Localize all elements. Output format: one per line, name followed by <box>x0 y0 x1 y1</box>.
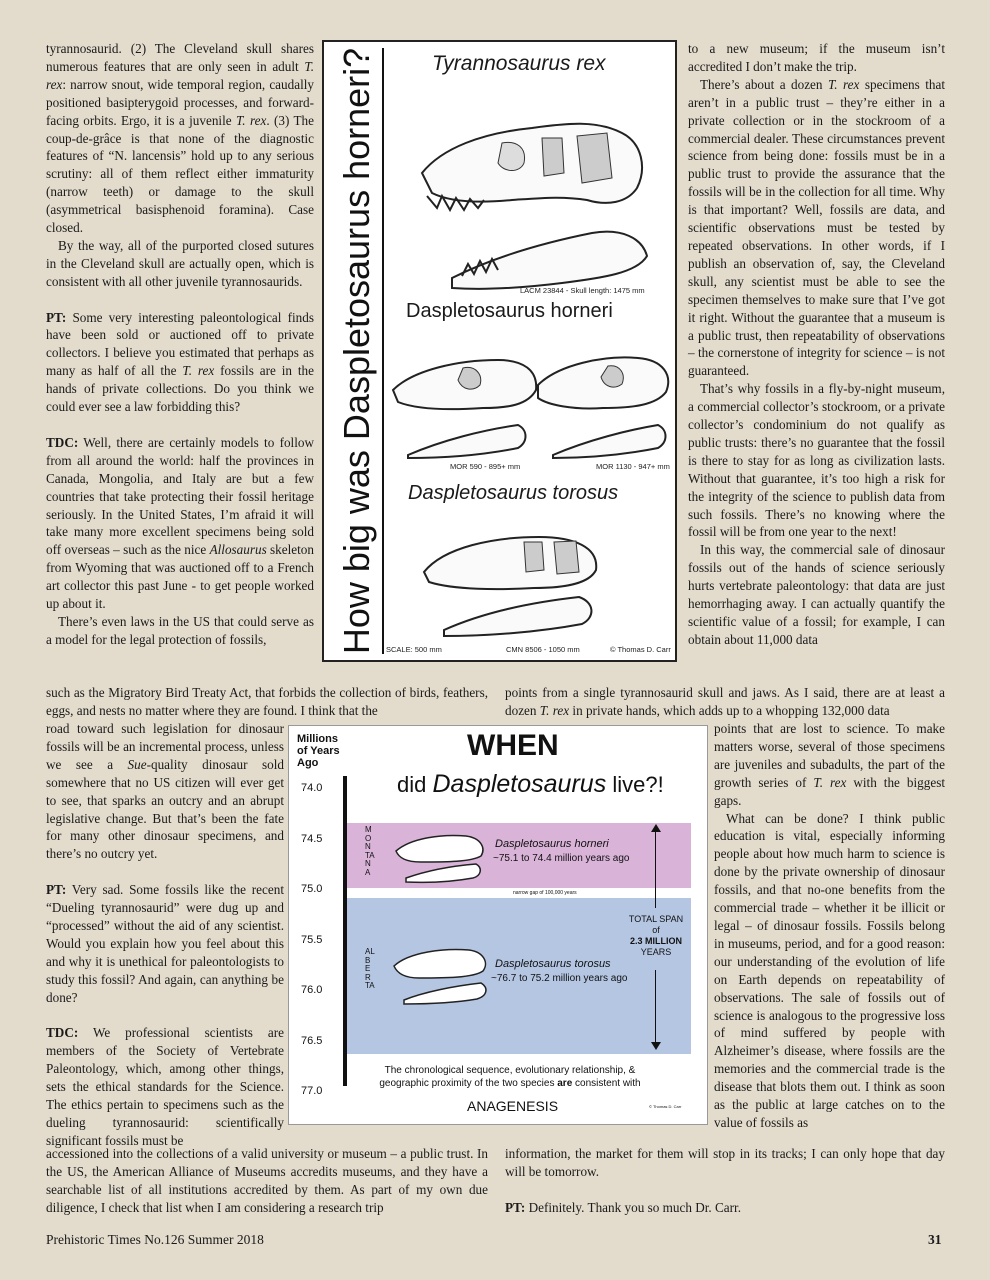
span-arrow-bottom <box>655 970 656 1044</box>
paragraph: points that are lost to science. To make matters worse, several of those specimens are juveniles and subadults, the part of the growth series of T. rex with the biggest gaps. <box>714 721 945 808</box>
title-did: did <box>397 772 427 797</box>
left-column-upper <box>46 40 314 649</box>
left-column-lower <box>46 720 284 1150</box>
trex-skull-illustration <box>392 78 672 316</box>
arrow-up <box>651 824 661 832</box>
torosus-label: Daspletosaurus torosus <box>408 482 619 504</box>
figure-vertical-title <box>332 47 382 655</box>
total-span-label <box>617 914 695 958</box>
torosus-range: ~76.7 to 75.2 million years ago <box>491 973 628 984</box>
tick-label: 75.5 <box>301 933 323 946</box>
divider <box>382 48 384 654</box>
tick-label: 76.5 <box>301 1034 323 1047</box>
montana-label: MONTANA <box>365 825 375 877</box>
torosus-caption: CMN 8506 - 1050 mm <box>506 645 580 654</box>
trex-label: Tyrannosaurus rex <box>432 52 606 75</box>
horneri-caption-2: MOR 1130 - 947+ mm <box>596 462 670 471</box>
wide-text-2: accessioned into the collections of a valid university or museum – a public trust. In the US, the American Alliance of Museums accredits museums, and they have a searchable list of all institutions accredited by them. As part of my own due diligence, I check that list when I am considering a research trip <box>46 1146 488 1215</box>
footer-mid-c: consistent with <box>572 1078 641 1089</box>
span-arrow-top <box>655 826 656 908</box>
paragraph: There’s about a dozen T. rex specimens that aren’t in a public trust – they’re either in a private collection or in the stockroom of a commercial dealer. These circumstances prevent science from being done: fossils must be in a public trust to provide the assurance that the fossils will be in the collection for all time. Why is that important? Well, fossils are data, and scientific observations must be tested by repeated observations. In other words, if I publish an observation of, say, the Cleveland skull, any scientist must be able to see the specimen themselves to make sure that I’ve got it right. Without the guarantee that a museum is a public trust, then repeatability of observations – the cornerstone of integrity for science – is not guaranteed. <box>688 76 945 379</box>
title-live: live?! <box>612 772 664 797</box>
tick-label: 77.0 <box>301 1085 323 1097</box>
horneri-caption-1: MOR 590 - 895+ mm <box>450 462 521 471</box>
narrow-gap-label: narrow gap of 100,000 years <box>513 890 577 896</box>
paragraph: TDC: Well, there are certainly models to follow from all around the world: half the provinces in Canada, Mongolia, and Italy are but a few countries that take protecting their fossil heritage seriously. In the United States, I’m afraid it will take many more excellent specimens being sold off overseas – such as the nice Allosaurus skeleton from Wyoming that was auctioned off to a French art collector this past June - to get people worked up about it. <box>46 434 314 612</box>
paragraph: That’s why fossils in a fly-by-night museum, a commercial collector’s stockroom, or a private collector’s condominium do not qualify as public trusts: there’s no guarantee that the fossil is there to stay for as long as civilization lasts. Without that guarantee, it’s too high a risk for the integrity of the science to publish data from such fossils. There’s no knowing where the fossil will be from one year to the next! <box>688 381 945 540</box>
paragraph: to a new museum; if the museum isn’t accredited I don’t make the trip. <box>688 41 945 74</box>
horneri-mini-skull <box>391 826 491 886</box>
closing-line: PT: Definitely. Thank you so much Dr. Carr. <box>505 1200 741 1215</box>
anagenesis-label: ANAGENESIS <box>467 1098 559 1114</box>
figure2-credit: © Thomas D. Carr <box>649 1104 682 1109</box>
footer-line-1: The chronological sequence, evolutionary relationship, & <box>384 1065 636 1076</box>
span-line-3: 2.3 MILLION <box>629 936 682 946</box>
torosus-name: Daspletosaurus torosus <box>495 958 611 970</box>
horneri-skull-illustrations <box>388 330 678 470</box>
paragraph: TDC: We professional scientists are members of the Society of Vertebrate Paleontology, which, among other things, sets the ethical standards for the Science. The ethics pertain to specimens such as the dueling tyrannosaurid: scientifically significant fossils must be <box>46 1025 284 1148</box>
figure-skull-comparison <box>322 40 677 662</box>
wide-text-1: such as the Migratory Bird Treaty Act, that forbids the collection of birds, feathers, eggs, and nests no matter where they are found. I think that the <box>46 685 488 718</box>
span-line-4: YEARS <box>640 947 672 957</box>
torosus-skull-illustration <box>414 512 654 642</box>
span-line-1: TOTAL SPAN <box>628 914 684 924</box>
paragraph: What can be done? I think public education is vital, especially informing people about how much harm to science is done by the private ownership of dinosaur fossils, and that no-one benefits from the commercial trade – whether it be illicit or legal – of dinosaur fossils. Fossils belong in museums, period, and for a good reason: our understanding of the evolution of life on Earth depends on repeatability of observations. The sale of fossils out of science is analogous to the progressive loss of mind suffered by people with Alzheimer’s disease, where fossils are the memories and the commercial trade is the disease that blots them out. I think as soon as the public at large catches on to the value of fossils as <box>714 810 945 1130</box>
tick-label: 76.0 <box>301 984 323 996</box>
horneri-range: ~75.1 to 74.4 million years ago <box>493 853 630 864</box>
span-line-2: of <box>652 925 660 935</box>
right-column-lower <box>714 720 945 1132</box>
figure1-credit: © Thomas D. Carr <box>610 645 671 654</box>
paragraph: PT: Very sad. Some fossils like the recent “Dueling tyrannosaurid” were dug up and “processed” without the aid of any scientist. Would you explain how you feel about this and why it is unethical for paleontologists to study this fossil? And again, can anything be done? <box>46 882 284 1005</box>
tick-label: 74.0 <box>301 782 323 794</box>
tick-label: 75.0 <box>301 883 323 895</box>
title-genus: Daspletosaurus <box>432 770 607 798</box>
footer-page-number: 31 <box>928 1232 942 1247</box>
figure-timeline <box>288 725 708 1125</box>
wide-text-4: information, the market for them will stop in its tracks; I can only hope that day will be tomorrow. <box>505 1146 945 1179</box>
paragraph: In this way, the commercial sale of dinosaur fossils out of the hands of science seriously hurts vertebrate paleontology: that data are just hemorrhaging away. I can actually quantify the scientific value of a fossil; for example, I can obtain about 11,000 data <box>688 542 945 647</box>
horneri-label: Daspletosaurus horneri <box>406 300 613 322</box>
footer-mid-b: are <box>557 1078 573 1089</box>
paragraph: By the way, all of the purported closed sutures in the Cleveland skull are actually open, which is consistent with all other juvenile tyrannosaurids. <box>46 237 314 289</box>
footer-line-2 <box>355 1077 665 1090</box>
horneri-name: Daspletosaurus horneri <box>495 838 609 850</box>
wide-text-3: points from a single tyrannosaurid skull and jaws. As I said, there are at least a dozen T. rex in private hands, which adds up to a whopping 132,000 data <box>505 685 945 718</box>
torosus-mini-skull <box>389 938 499 1008</box>
alberta-label: ALBERTA <box>365 947 375 990</box>
right-column-upper <box>688 40 945 649</box>
title-line <box>397 770 664 799</box>
trex-caption: LACM 23844 - Skull length: 1475 mm <box>520 286 645 295</box>
title-when: WHEN <box>467 729 559 762</box>
footer-mid-a: geographic proximity of the two species <box>379 1078 558 1089</box>
footer-publication: Prehistoric Times No.126 Summer 2018 <box>46 1232 264 1247</box>
paragraph: road toward such legislation for dinosaur fossils will be an incremental process, unless we see a Sue-quality dinosaur sold somewhere that no US citizen will ever get to see, that sparks an outcry and an abrupt legislative change. But that’s been the fate for many other dinosaur specimens, and there’s no outcry yet. <box>46 721 284 862</box>
arrow-down <box>651 1042 661 1050</box>
tick-label: 74.5 <box>301 832 323 845</box>
paragraph: PT: Some very interesting paleontological finds have been sold or auctioned off to private collectors. I believe you estimated that perhaps as many as half of all the T. rex fossils are in the hands of private collections. Do you think we could ever see a law forbidding this? <box>46 309 314 415</box>
vertical-title-text: How big was Daspletosaurus horneri? <box>336 47 377 655</box>
paragraph: tyrannosaurid. (2) The Cleveland skull shares numerous features that are only seen in adult T. rex: narrow snout, wide temporal region, caudally positioned basipterygoid processes, and forward-facing orbits. Ergo, it is a juvenile T. rex. (3) The coup-de-grâce is that none of the diagnostic features of “N. lancensis” hold up to any serious scrutiny: all of them reflect either immaturity (narrow teeth) or damage to the skull (asymmetrical basisphenoid foramina). Case closed. <box>46 41 314 236</box>
axis-title: Millions of Years Ago <box>297 733 340 769</box>
scale-label: SCALE: 500 mm <box>386 645 442 654</box>
figure2-footer <box>355 1064 665 1090</box>
paragraph: There’s even laws in the US that could serve as a model for the legal protection of fossils, <box>46 613 314 647</box>
